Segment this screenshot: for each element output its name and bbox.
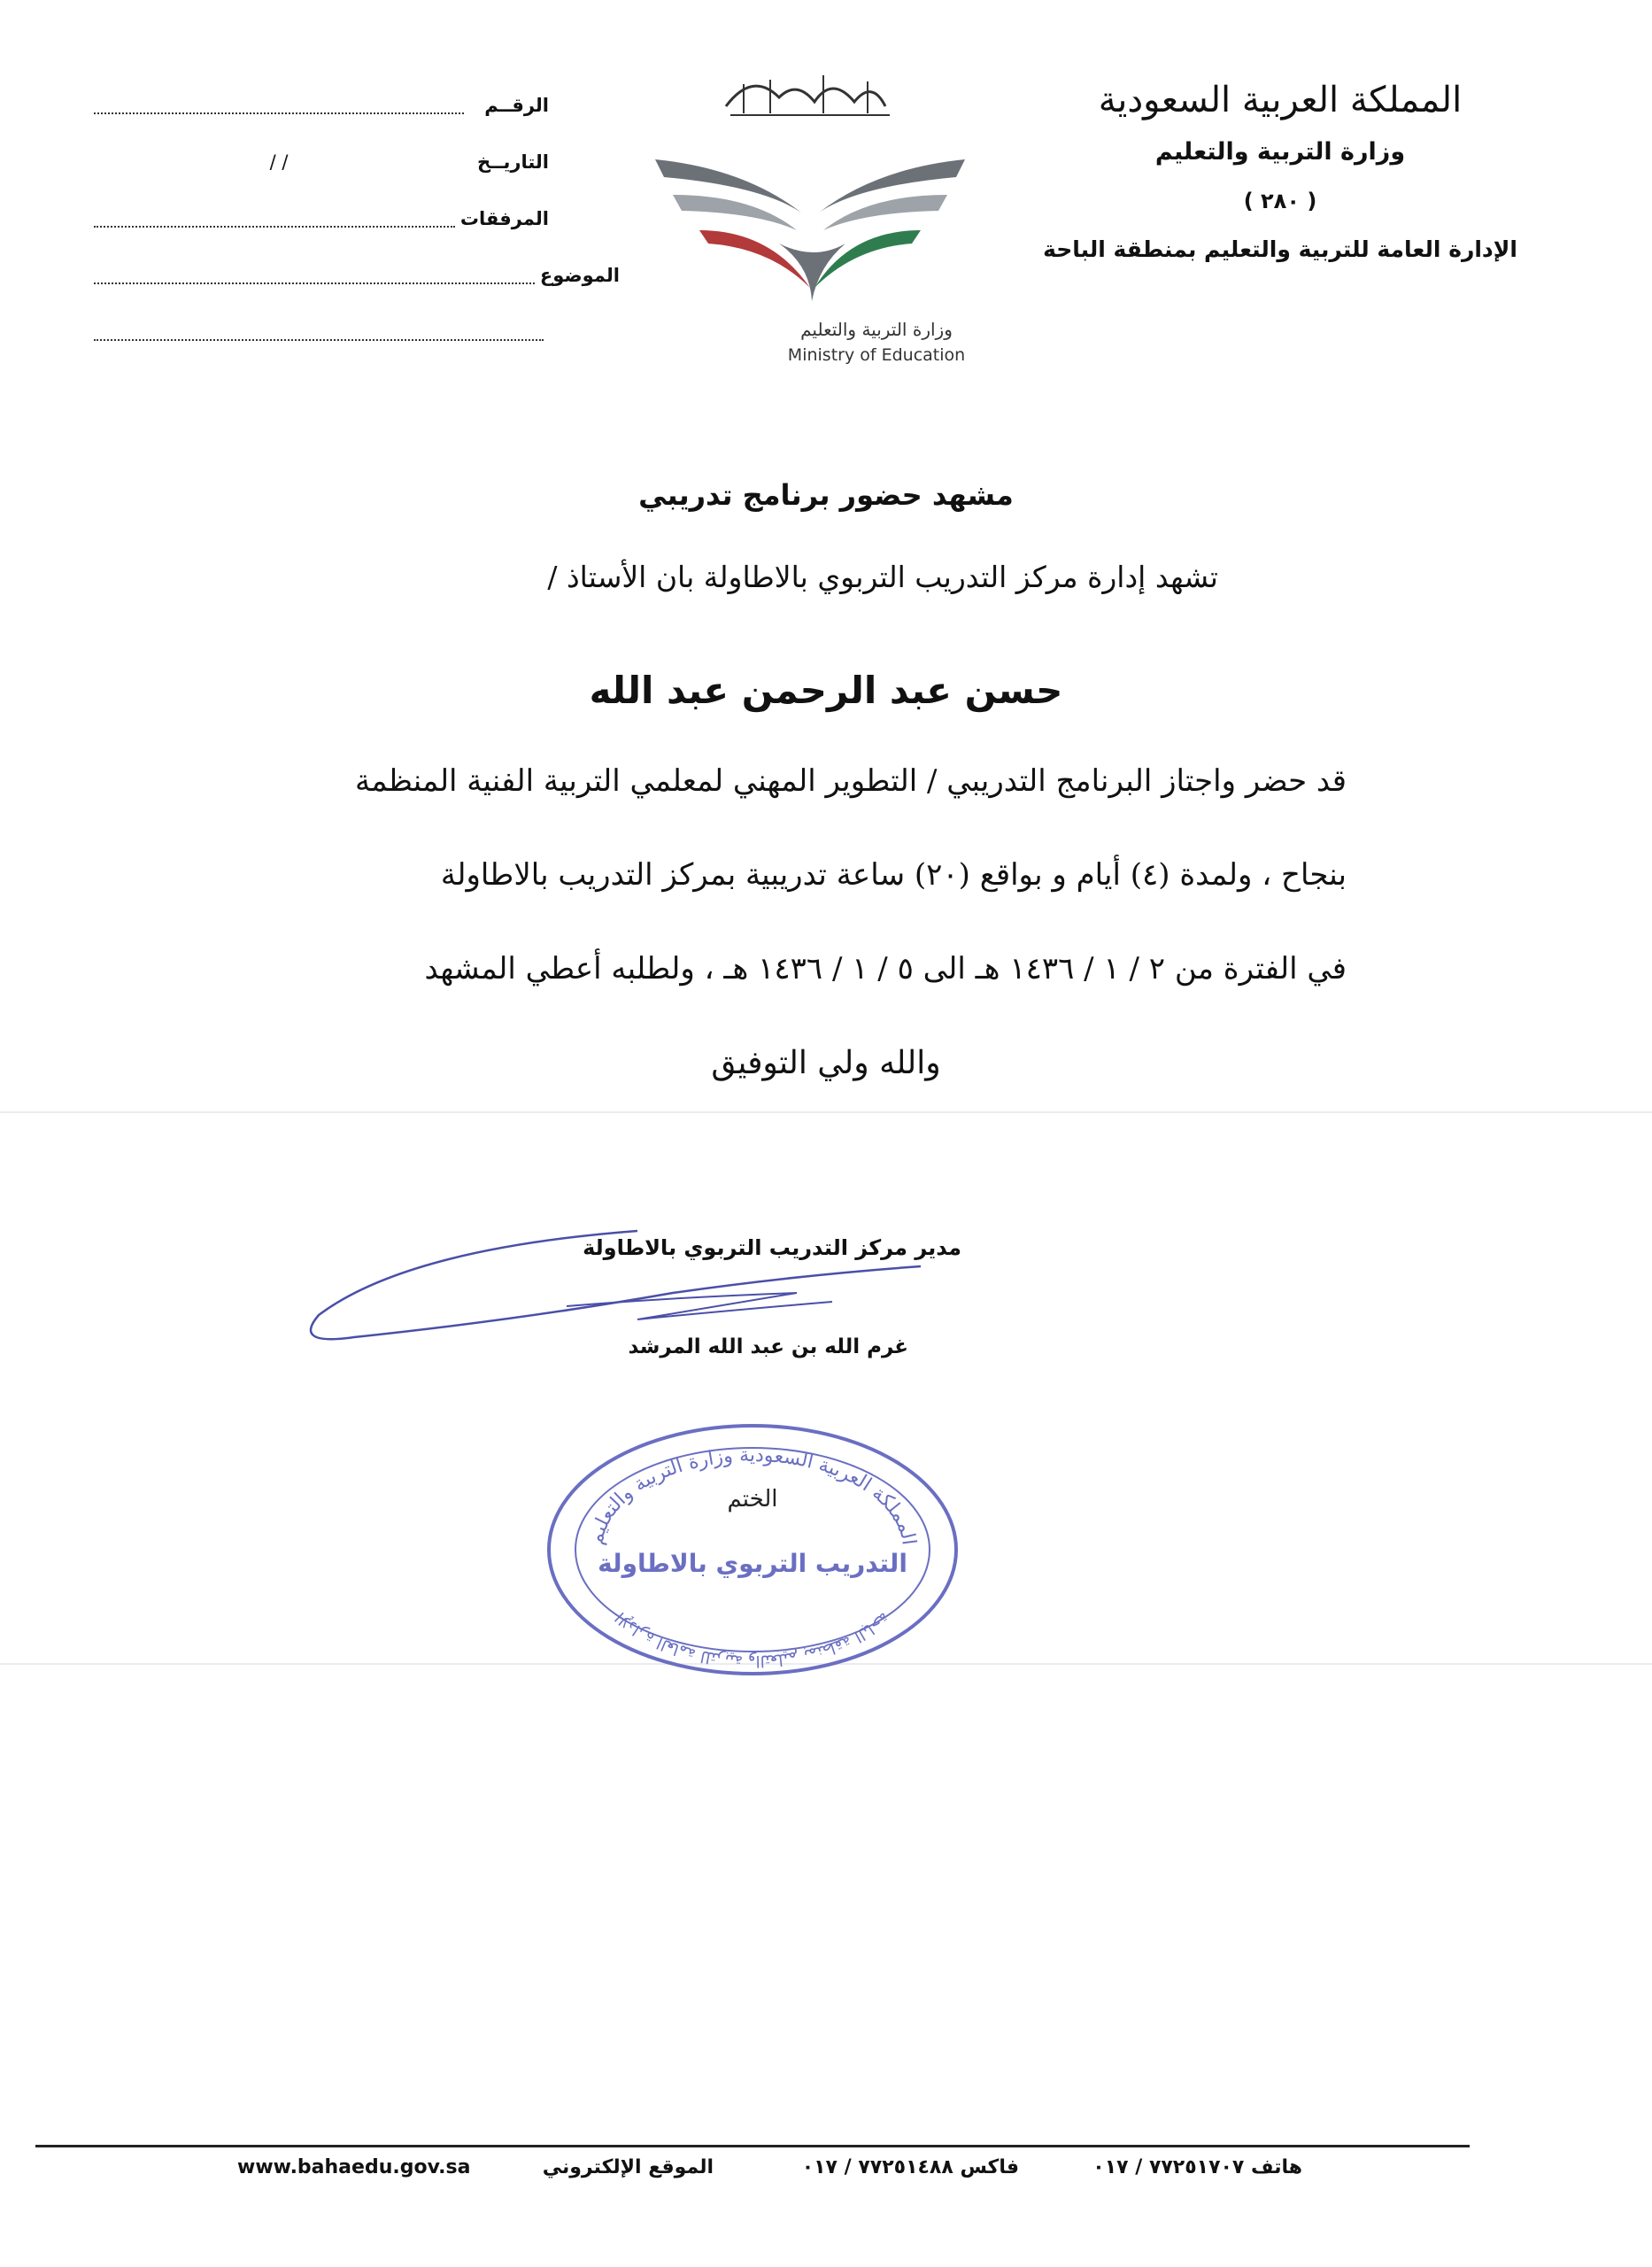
book-stroke-red: [699, 230, 810, 288]
closing-line: والله ولي التوفيق: [711, 1045, 941, 1081]
subject-field: [89, 259, 620, 292]
number-field: [89, 89, 549, 122]
logo-text-ar: وزارة التربية والتعليم: [800, 319, 953, 340]
signatory-title: مدير مركز التدريب التربوي بالاطاولة: [583, 1235, 961, 1260]
basmala-calligraphy: [726, 75, 890, 115]
svg-text:التدريب التربوي بالاطاولة: التدريب التربوي بالاطاولة: [598, 1549, 907, 1578]
directorate-title: الإدارة العامة للتربية والتعليم بمنطقة الباحة: [1043, 236, 1517, 262]
recipient-name: حسن عبد الرحمن عبد الله: [589, 669, 1063, 712]
attachments-field: [89, 202, 549, 236]
reference-fields: [89, 89, 620, 372]
stamp-seal: [540, 1417, 965, 1691]
stamp-label: الختم: [727, 1486, 778, 1513]
footer-rule: [35, 2145, 1470, 2147]
number-dotted-line: [94, 97, 464, 114]
certificate-intro: تشهد إدارة مركز التدريب التربوي بالاطاولة بان الأستاذ /: [547, 560, 1218, 594]
footer-phone: هاتف ٧٧٢٥١٧٠٧ / ٠١٧: [1092, 2156, 1302, 2178]
subject-label: الموضوع: [539, 265, 620, 286]
footer-fax: فاكس ٧٧٢٥١٤٨٨ / ٠١٧: [801, 2156, 1019, 2178]
signatory-name: غرم الله بن عبد الله المرشد: [628, 1335, 908, 1358]
letterhead-right: [1032, 80, 1528, 262]
number-label: الرقــم: [484, 95, 549, 116]
office-number: ( ٢٨٠ ): [1243, 189, 1317, 213]
official-stamp: [540, 1417, 965, 1691]
certificate-title: مشهد حضور برنامج تدريبي: [638, 478, 1014, 512]
book-stroke-center: [779, 244, 845, 301]
subject-dotted-line: [94, 267, 535, 284]
body-line-3: في الفترة من ٢ / ١ / ١٤٣٦ هـ الى ٥ / ١ / ١٤٣٦ هـ ، ولطلبه أعطي المشهد: [424, 951, 1347, 986]
date-field: [89, 145, 549, 179]
subject-dotted-line-2: [94, 323, 544, 341]
svg-text:المملكة العربية السعودية وزارة: المملكة العربية السعودية وزارة التربية والتعليم: [585, 1443, 920, 1547]
ministry-logo: [646, 62, 1000, 381]
ministry-title: وزارة التربية والتعليم: [1154, 138, 1406, 166]
body-line-1: قد حضر واجتاز البرنامج التدريبي / التطوير المهني لمعلمي التربية الفنية المنظمة: [355, 763, 1347, 799]
date-label: التاريــخ: [476, 151, 549, 173]
paper-fold-line: [0, 1111, 1652, 1113]
body-line-2: بنجاح ، ولمدة (٤) أيام و بواقع (٢٠) ساعة تدريبية بمركز التدريب بالاطاولة: [440, 857, 1347, 893]
ministry-logo-emblem: [646, 62, 1000, 319]
footer-website[interactable]: www.bahaedu.gov.sa: [237, 2156, 471, 2178]
subject-extra-line: [89, 315, 549, 349]
logo-text-en: Ministry of Education: [787, 345, 966, 365]
footer-website-label: الموقع الإلكتروني: [542, 2156, 714, 2178]
date-slashes: / /: [269, 151, 289, 173]
svg-text:الإدارة العامة للتربية والتعلي: الإدارة العامة للتربية والتعليم بمنطقة الباحة: [612, 1608, 893, 1671]
attachments-dotted-line: [94, 210, 455, 228]
attachments-label: المرفقات: [459, 208, 549, 229]
kingdom-title: المملكة العربية السعودية: [1098, 80, 1463, 120]
